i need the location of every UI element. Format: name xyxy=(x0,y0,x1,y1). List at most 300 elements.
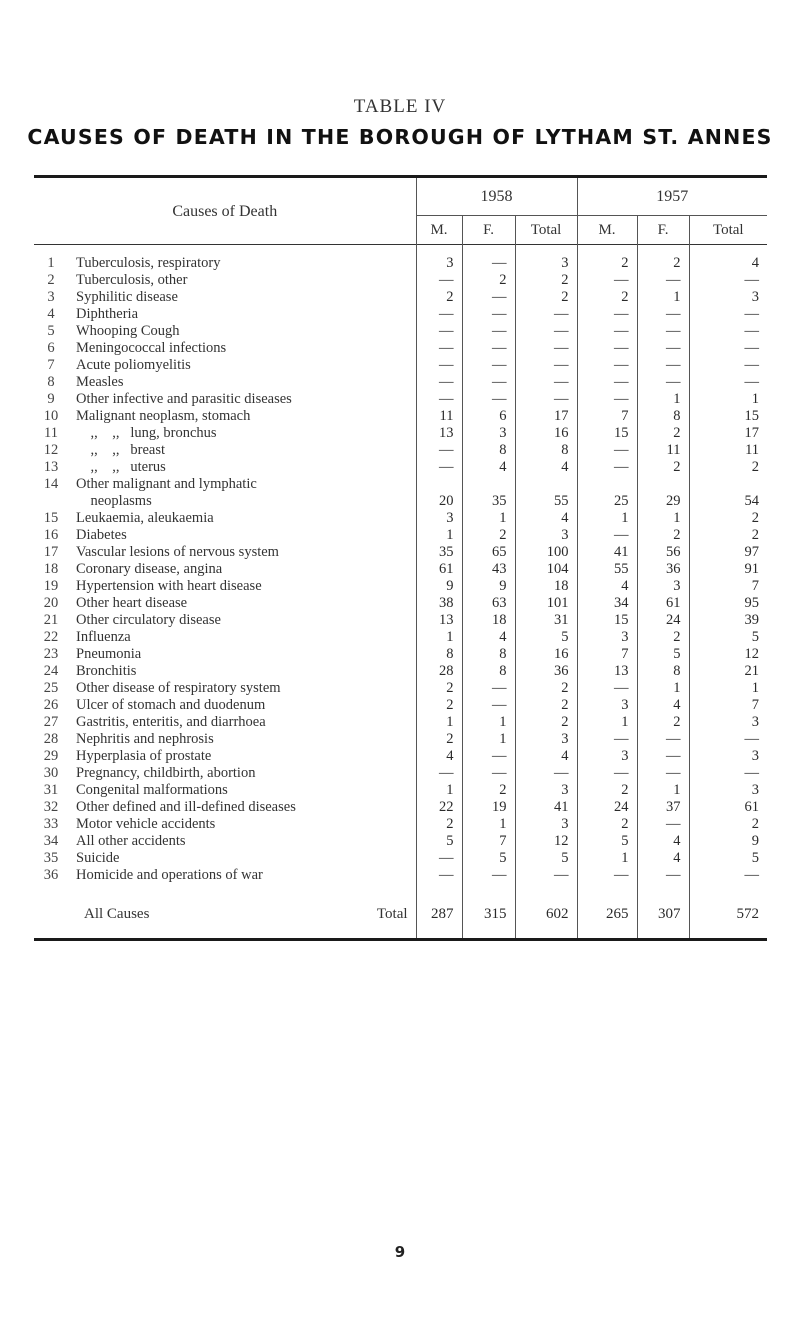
total-1957-cell: 11 xyxy=(689,442,767,459)
female-1957-cell: 1 xyxy=(637,680,689,697)
male-1958-cell: — xyxy=(416,357,462,374)
table-row xyxy=(34,663,767,680)
female-1958-cell: 35 xyxy=(462,493,515,510)
female-1957-cell: 61 xyxy=(637,595,689,612)
cause-name-cell: Pregnancy, childbirth, abortion xyxy=(76,765,256,781)
male-1958-cell: — xyxy=(416,272,462,289)
total-1958-cell: 3 xyxy=(515,731,577,748)
female-1958-cell: — xyxy=(462,340,515,357)
table-row xyxy=(34,527,767,544)
cause-name-cell: Other infective and parasitic diseases xyxy=(76,391,292,407)
total-1958-cell: 17 xyxy=(515,408,577,425)
female-1957-cell: — xyxy=(637,357,689,374)
total-1958-cell: 41 xyxy=(515,799,577,816)
header-year-1958: 1958 xyxy=(416,178,577,216)
table-row xyxy=(34,765,767,782)
male-1957-cell: — xyxy=(577,459,637,476)
total-m57: 265 xyxy=(577,884,637,938)
male-1957-cell: — xyxy=(577,391,637,408)
total-1957-cell: 15 xyxy=(689,408,767,425)
total-1958-cell: 2 xyxy=(515,272,577,289)
male-1957-cell: 2 xyxy=(577,289,637,306)
total-1957-cell: 21 xyxy=(689,663,767,680)
female-1958-cell: — xyxy=(462,374,515,391)
total-1957-cell: 1 xyxy=(689,680,767,697)
total-1957-cell: 9 xyxy=(689,833,767,850)
table-row xyxy=(34,323,767,340)
table-row xyxy=(34,374,767,391)
cause-name-cell: Leukaemia, aleukaemia xyxy=(76,510,214,526)
total-1958-cell: — xyxy=(515,765,577,782)
cause-name-cell: Vascular lesions of nervous system xyxy=(76,544,279,560)
table-body xyxy=(34,245,767,885)
male-1958-cell: 1 xyxy=(416,629,462,646)
male-1957-cell: — xyxy=(577,731,637,748)
female-1957-cell: — xyxy=(637,816,689,833)
male-1957-cell: 24 xyxy=(577,799,637,816)
cause-name-cell: Influenza xyxy=(76,629,131,645)
total-1958-cell: 18 xyxy=(515,578,577,595)
cause-name-cell: Syphilitic disease xyxy=(76,289,178,305)
table-row xyxy=(34,459,767,476)
male-1958-cell: — xyxy=(416,850,462,867)
table-row xyxy=(34,782,767,799)
total-1957-cell: 12 xyxy=(689,646,767,663)
total-1958-cell: 3 xyxy=(515,245,577,273)
total-1957-cell: 39 xyxy=(689,612,767,629)
female-1957-cell: 11 xyxy=(637,442,689,459)
male-1957-cell: 15 xyxy=(577,612,637,629)
total-1958-cell: 5 xyxy=(515,850,577,867)
row-number-cell: 9 xyxy=(47,391,55,407)
cause-name-cell: ,, ,, uterus xyxy=(76,459,166,475)
male-1958-cell: 1 xyxy=(416,782,462,799)
table-row xyxy=(34,697,767,714)
total-row xyxy=(34,884,767,938)
row-number-cell: 34 xyxy=(43,833,59,849)
male-1957-cell: — xyxy=(577,323,637,340)
table-row xyxy=(34,493,767,510)
cause-name-cell: Acute poliomyelitis xyxy=(76,357,191,373)
row-number-cell: 28 xyxy=(43,731,59,747)
male-1957-cell: 3 xyxy=(577,629,637,646)
male-1958-cell: — xyxy=(416,442,462,459)
table-row xyxy=(34,867,767,884)
row-number-cell: 33 xyxy=(43,816,59,832)
male-1957-cell: — xyxy=(577,340,637,357)
table-row xyxy=(34,578,767,595)
female-1957-cell: 2 xyxy=(637,714,689,731)
total-1957-cell: 2 xyxy=(689,459,767,476)
total-1958-cell: 36 xyxy=(515,663,577,680)
table-row xyxy=(34,595,767,612)
cause-name-cell: Malignant neoplasm, stomach xyxy=(76,408,251,424)
male-1957-cell: — xyxy=(577,680,637,697)
causes-of-death-table xyxy=(34,175,767,941)
table-row xyxy=(34,714,767,731)
table-row xyxy=(34,306,767,323)
male-1957-cell: — xyxy=(577,442,637,459)
cause-name-cell: Other heart disease xyxy=(76,595,188,611)
total-1957-cell: 2 xyxy=(689,816,767,833)
total-1958-cell: 2 xyxy=(515,289,577,306)
female-1958-cell: 4 xyxy=(462,629,515,646)
total-num-cell xyxy=(34,884,68,938)
total-1957-cell: — xyxy=(689,374,767,391)
table-row xyxy=(34,748,767,765)
row-number-cell: 3 xyxy=(47,289,55,305)
female-1957-cell: 37 xyxy=(637,799,689,816)
table-row xyxy=(34,289,767,306)
cause-name-cell: Measles xyxy=(76,374,124,390)
male-1957-cell: 3 xyxy=(577,697,637,714)
total-1958-cell: — xyxy=(515,306,577,323)
female-1957-cell: — xyxy=(637,748,689,765)
total-1958-cell: — xyxy=(515,340,577,357)
total-1957-cell: 61 xyxy=(689,799,767,816)
table-row xyxy=(34,357,767,374)
total-1958-cell: 3 xyxy=(515,782,577,799)
row-number-cell: 18 xyxy=(43,561,59,577)
total-1958-cell: 104 xyxy=(515,561,577,578)
row-number-cell: 30 xyxy=(43,765,59,781)
male-1958-cell: — xyxy=(416,391,462,408)
cause-name-cell: Motor vehicle accidents xyxy=(76,816,216,832)
row-number-cell: 7 xyxy=(47,357,55,373)
total-1957-cell: 2 xyxy=(689,527,767,544)
female-1958-cell: 2 xyxy=(462,272,515,289)
male-1958-cell: 2 xyxy=(416,697,462,714)
female-1958-cell: 5 xyxy=(462,850,515,867)
total-1957-cell: 17 xyxy=(689,425,767,442)
table-row xyxy=(34,408,767,425)
female-1957-cell: 36 xyxy=(637,561,689,578)
total-1957-cell: — xyxy=(689,357,767,374)
total-1957-cell: — xyxy=(689,323,767,340)
total-1958-cell: 5 xyxy=(515,629,577,646)
table-row xyxy=(34,245,767,273)
female-1958-cell: — xyxy=(462,245,515,273)
table-row xyxy=(34,833,767,850)
total-1957-cell: 3 xyxy=(689,748,767,765)
female-1958-cell: — xyxy=(462,765,515,782)
female-1957-cell: 2 xyxy=(637,527,689,544)
total-1958-cell: 8 xyxy=(515,442,577,459)
female-1958-cell: — xyxy=(462,323,515,340)
cause-name-cell: Coronary disease, angina xyxy=(76,561,223,577)
header-total-1957: Total xyxy=(689,216,767,245)
row-number-cell: 11 xyxy=(44,425,58,441)
male-1957-cell: 5 xyxy=(577,833,637,850)
female-1958-cell: 18 xyxy=(462,612,515,629)
female-1958-cell: 1 xyxy=(462,816,515,833)
female-1957-cell: 4 xyxy=(637,697,689,714)
total-1958-cell: — xyxy=(515,867,577,884)
male-1958-cell: 8 xyxy=(416,646,462,663)
row-number-cell: 26 xyxy=(43,697,59,713)
total-1958-cell: 3 xyxy=(515,527,577,544)
male-1958-cell: 61 xyxy=(416,561,462,578)
male-1958-cell: — xyxy=(416,306,462,323)
female-1958-cell: 2 xyxy=(462,527,515,544)
male-1958-cell: 2 xyxy=(416,289,462,306)
male-1958-cell: — xyxy=(416,340,462,357)
male-1957-cell: — xyxy=(577,765,637,782)
page-number: 9 xyxy=(394,1243,406,1261)
female-1958-cell: — xyxy=(462,289,515,306)
total-1958-cell: 16 xyxy=(515,646,577,663)
total-1958-cell: 101 xyxy=(515,595,577,612)
row-number-cell: 14 xyxy=(43,476,59,492)
row-number-cell: 5 xyxy=(47,323,55,339)
female-1957-cell: 2 xyxy=(637,245,689,273)
female-1958-cell: — xyxy=(462,867,515,884)
row-number-cell: 35 xyxy=(43,850,59,866)
female-1957-cell: 8 xyxy=(637,408,689,425)
male-1957-cell: 15 xyxy=(577,425,637,442)
total-1958-cell: 31 xyxy=(515,612,577,629)
female-1957-cell: 29 xyxy=(637,493,689,510)
table-label: TABLE IV xyxy=(353,96,447,117)
male-1958-cell: 9 xyxy=(416,578,462,595)
male-1958-cell: 4 xyxy=(416,748,462,765)
male-1957-cell: 55 xyxy=(577,561,637,578)
cause-name-cell: Diabetes xyxy=(76,527,127,543)
male-1957-cell: — xyxy=(577,272,637,289)
male-1957-cell: 34 xyxy=(577,595,637,612)
row-number-cell: 23 xyxy=(43,646,59,662)
table-row xyxy=(34,799,767,816)
female-1957-cell: 1 xyxy=(637,391,689,408)
female-1957-cell: 8 xyxy=(637,663,689,680)
table-row xyxy=(34,544,767,561)
table-row xyxy=(34,731,767,748)
female-1958-cell: 8 xyxy=(462,442,515,459)
row-number-cell: 27 xyxy=(43,714,59,730)
male-1957-cell: 13 xyxy=(577,663,637,680)
male-1957-cell: 3 xyxy=(577,748,637,765)
total-1957-cell: — xyxy=(689,731,767,748)
male-1958-cell: 2 xyxy=(416,816,462,833)
row-number-cell: 36 xyxy=(43,867,59,883)
female-1957-cell: 1 xyxy=(637,782,689,799)
cause-name-cell: All other accidents xyxy=(76,833,186,849)
female-1957-cell: — xyxy=(637,374,689,391)
table-row xyxy=(34,646,767,663)
total-1957-cell: 7 xyxy=(689,697,767,714)
row-number-cell: 4 xyxy=(47,306,55,322)
female-1958-cell: 43 xyxy=(462,561,515,578)
row-number-cell: 13 xyxy=(43,459,59,475)
male-1957-cell: — xyxy=(577,867,637,884)
cause-name-cell: Whooping Cough xyxy=(76,323,180,339)
male-1957-cell: 7 xyxy=(577,408,637,425)
total-label-left: All Causes xyxy=(84,905,150,922)
row-number-cell: 20 xyxy=(43,595,59,611)
row-number-cell: 21 xyxy=(43,612,59,628)
total-1957-cell: — xyxy=(689,272,767,289)
male-1958-cell: 22 xyxy=(416,799,462,816)
male-1957-cell: 25 xyxy=(577,493,637,510)
total-1958-cell: 2 xyxy=(515,697,577,714)
cause-name-cell: ,, ,, lung, bronchus xyxy=(76,425,217,441)
male-1958-cell: 35 xyxy=(416,544,462,561)
male-1957-cell: — xyxy=(577,357,637,374)
row-number-cell: 17 xyxy=(43,544,59,560)
male-1958-cell: 2 xyxy=(416,680,462,697)
page-title: CAUSES OF DEATH IN THE BOROUGH OF LYTHAM ST. ANNES xyxy=(27,125,773,149)
total-1957-cell: 97 xyxy=(689,544,767,561)
total-1958-cell: 4 xyxy=(515,748,577,765)
female-1957-cell: — xyxy=(637,272,689,289)
total-1957-cell: 4 xyxy=(689,245,767,273)
row-number-cell: 22 xyxy=(43,629,59,645)
female-1958-cell: — xyxy=(462,748,515,765)
row-number-cell: 31 xyxy=(43,782,59,798)
female-1957-cell: 1 xyxy=(637,510,689,527)
header-year-1957: 1957 xyxy=(577,178,767,216)
row-number-cell: 16 xyxy=(43,527,59,543)
female-1957-cell: 2 xyxy=(637,629,689,646)
female-1958-cell: — xyxy=(462,697,515,714)
female-1958-cell: — xyxy=(462,680,515,697)
header-female-1958: F. xyxy=(462,216,515,245)
female-1957-cell: 2 xyxy=(637,459,689,476)
female-1958-cell: 6 xyxy=(462,408,515,425)
row-number-cell: 32 xyxy=(43,799,59,815)
female-1957-cell: — xyxy=(637,765,689,782)
total-1957-cell: 5 xyxy=(689,629,767,646)
total-1958-cell: 3 xyxy=(515,816,577,833)
male-1958-cell: — xyxy=(416,867,462,884)
female-1958-cell: 1 xyxy=(462,731,515,748)
male-1958-cell: 13 xyxy=(416,612,462,629)
male-1957-cell: 1 xyxy=(577,850,637,867)
male-1957-cell: 2 xyxy=(577,245,637,273)
female-1958-cell: 19 xyxy=(462,799,515,816)
male-1958-cell: 13 xyxy=(416,425,462,442)
cause-name-cell: Tuberculosis, other xyxy=(76,272,188,288)
total-1957-cell: 3 xyxy=(689,289,767,306)
male-1957-cell: 4 xyxy=(577,578,637,595)
cause-name-cell: Ulcer of stomach and duodenum xyxy=(76,697,266,713)
total-t57: 572 xyxy=(689,884,767,938)
cause-name-cell: Bronchitis xyxy=(76,663,137,679)
male-1957-cell: 41 xyxy=(577,544,637,561)
female-1958-cell: — xyxy=(462,391,515,408)
male-1958-cell: 1 xyxy=(416,527,462,544)
female-1957-cell: — xyxy=(637,340,689,357)
male-1957-cell: 1 xyxy=(577,714,637,731)
male-1957-cell: — xyxy=(577,527,637,544)
female-1957-cell: 56 xyxy=(637,544,689,561)
total-1958-cell: 12 xyxy=(515,833,577,850)
header-causes-of-death: Causes of Death xyxy=(172,202,278,220)
table-row xyxy=(34,442,767,459)
row-number-cell: 29 xyxy=(43,748,59,764)
row-number-cell: 8 xyxy=(47,374,55,390)
total-1958-cell: 2 xyxy=(515,680,577,697)
male-1958-cell: 1 xyxy=(416,714,462,731)
male-1958-cell: — xyxy=(416,765,462,782)
total-1958-cell: 100 xyxy=(515,544,577,561)
total-1957-cell: 91 xyxy=(689,561,767,578)
table-row xyxy=(34,272,767,289)
table-row xyxy=(34,629,767,646)
cause-name-cell: Other malignant and lymphatic xyxy=(76,476,257,492)
total-label-right: Total xyxy=(376,905,408,922)
total-1958-cell: — xyxy=(515,374,577,391)
header-female-1957: F. xyxy=(637,216,689,245)
table-row xyxy=(34,612,767,629)
row-number-cell xyxy=(34,493,68,510)
total-1957-cell: — xyxy=(689,340,767,357)
total-1958-cell: — xyxy=(515,323,577,340)
row-number-cell: 12 xyxy=(43,442,59,458)
header-male-1957: M. xyxy=(577,216,637,245)
male-1958-cell: 11 xyxy=(416,408,462,425)
male-1958-cell: 38 xyxy=(416,595,462,612)
male-1957-cell: 7 xyxy=(577,646,637,663)
row-number-cell: 19 xyxy=(43,578,59,594)
female-1957-cell: 2 xyxy=(637,425,689,442)
table-row xyxy=(34,816,767,833)
male-1957-cell: 1 xyxy=(577,510,637,527)
male-1958-cell: — xyxy=(416,323,462,340)
male-1958-cell: 3 xyxy=(416,245,462,273)
cause-name-cell: Other disease of respiratory system xyxy=(76,680,281,696)
cause-name-cell: Diphtheria xyxy=(76,306,139,322)
female-1957-cell: — xyxy=(637,867,689,884)
male-1957-cell: 2 xyxy=(577,782,637,799)
row-number-cell: 2 xyxy=(47,272,55,288)
male-1958-cell: 20 xyxy=(416,493,462,510)
male-1958-cell xyxy=(416,476,462,493)
cause-name-cell: Suicide xyxy=(76,850,120,866)
total-1957-cell: 3 xyxy=(689,714,767,731)
female-1958-cell: — xyxy=(462,306,515,323)
table-row xyxy=(34,391,767,408)
female-1958-cell: 1 xyxy=(462,510,515,527)
total-1958-cell: 4 xyxy=(515,459,577,476)
total-1957-cell: 7 xyxy=(689,578,767,595)
table-row xyxy=(34,425,767,442)
male-1957-cell: — xyxy=(577,374,637,391)
male-1957-cell xyxy=(577,476,637,493)
female-1957-cell: 4 xyxy=(637,850,689,867)
female-1958-cell: — xyxy=(462,357,515,374)
table-row xyxy=(34,510,767,527)
row-number-cell: 25 xyxy=(43,680,59,696)
female-1958-cell xyxy=(462,476,515,493)
row-number-cell: 6 xyxy=(47,340,55,356)
total-1958-cell: 16 xyxy=(515,425,577,442)
cause-name-cell: Hyperplasia of prostate xyxy=(76,748,212,764)
total-1958-cell: — xyxy=(515,391,577,408)
cause-name-cell: Homicide and operations of war xyxy=(76,867,263,883)
total-t58: 602 xyxy=(515,884,577,938)
cause-name-cell: ,, ,, breast xyxy=(76,442,165,458)
cause-name-cell: Tuberculosis, respiratory xyxy=(76,255,221,271)
female-1958-cell: 2 xyxy=(462,782,515,799)
male-1958-cell: 2 xyxy=(416,731,462,748)
total-1958-cell: 55 xyxy=(515,493,577,510)
total-1958-cell: 2 xyxy=(515,714,577,731)
female-1957-cell: — xyxy=(637,306,689,323)
total-1957-cell: 54 xyxy=(689,493,767,510)
row-number-cell: 1 xyxy=(47,255,55,271)
cause-name-cell: Other circulatory disease xyxy=(76,612,221,628)
